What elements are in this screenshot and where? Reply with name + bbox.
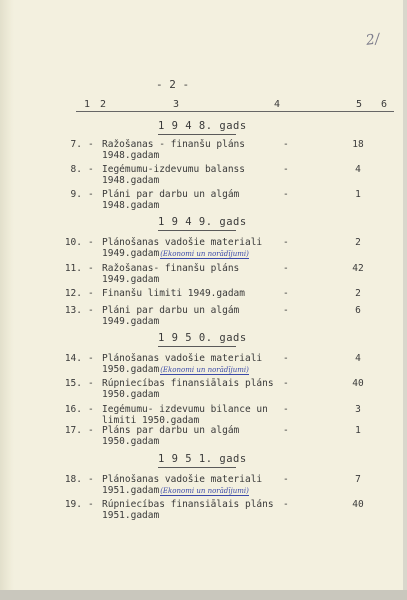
item-count: 42 — [352, 263, 364, 274]
list-item — [0, 378, 407, 402]
item-count: 1 — [355, 189, 361, 200]
item-dash: - — [88, 189, 94, 200]
column-header-5: 5 — [356, 99, 363, 110]
item-count: 1 — [355, 425, 361, 436]
item-count: 3 — [355, 404, 361, 415]
item-title-continued — [102, 389, 159, 400]
item-dash: - — [88, 263, 94, 274]
item-title-continued — [102, 175, 159, 186]
list-item — [0, 305, 407, 329]
item-title-continued — [102, 364, 249, 376]
header-rule — [76, 111, 394, 112]
item-number: 8. — [70, 164, 82, 175]
list-item — [0, 474, 407, 498]
item-count: 7 — [355, 474, 361, 485]
page-number: - 2 - — [156, 78, 190, 91]
item-column4-dash: - — [283, 404, 289, 415]
item-number: 16. — [64, 404, 82, 415]
item-column4-dash: - — [283, 499, 289, 510]
list-item — [0, 263, 407, 287]
item-column4-dash: - — [283, 139, 289, 150]
item-column4-dash: - — [283, 305, 289, 316]
list-item — [0, 139, 407, 163]
column-header-6: 6 — [381, 99, 388, 110]
item-year-text: 1949.gadam — [102, 316, 160, 327]
list-item — [0, 189, 407, 213]
column-header-3: 3 — [173, 99, 180, 110]
handwritten-page-mark: 2/ — [364, 31, 381, 49]
item-year-text: 1951.gadam — [102, 510, 160, 521]
item-title: Pláni par darbu un algám — [102, 189, 240, 200]
year-heading: 1 9 4 9. gads — [158, 216, 247, 228]
item-title: Plánošanas vadošie materiali — [102, 474, 263, 485]
item-number: 19. — [64, 499, 82, 510]
item-year-text: 1949.gadam — [102, 274, 160, 285]
item-dash: - — [88, 139, 94, 150]
item-title: Finanšu limiti 1949.gadam — [102, 288, 245, 299]
item-year-text: 1948.gadam — [102, 150, 160, 161]
item-column4-dash: - — [283, 378, 289, 389]
item-column4-dash: - — [283, 237, 289, 248]
item-count: 18 — [352, 139, 364, 150]
list-item — [0, 237, 407, 261]
item-title: Pláni par darbu un algám — [102, 305, 240, 316]
item-title: Rúpniecíbas finansiālais pláns — [102, 499, 274, 510]
item-count: 4 — [355, 353, 361, 364]
item-title-continued — [102, 274, 159, 285]
item-title: Plánošanas vadošie materiali — [102, 353, 263, 364]
item-count: 4 — [355, 164, 361, 175]
handwritten-note: (Ekonomi un norādījumi) — [160, 250, 249, 258]
item-column4-dash: - — [283, 474, 289, 485]
item-year-text: 1950.gadam — [102, 389, 160, 400]
item-year-text: 1948.gadam — [102, 200, 160, 211]
item-number: 13. — [64, 305, 82, 316]
item-number: 11. — [64, 263, 82, 274]
item-dash: - — [88, 425, 94, 436]
item-dash: - — [88, 474, 94, 485]
item-year-text: limiti 1950.gadam — [102, 415, 200, 426]
item-title-continued — [102, 150, 159, 161]
item-column4-dash: - — [283, 164, 289, 175]
item-title: Iegémumu-izdevumu balanss — [102, 164, 245, 175]
item-number: 7. — [70, 139, 82, 150]
item-dash: - — [88, 404, 94, 415]
item-column4-dash: - — [283, 288, 289, 299]
year-heading: 1 9 4 8. gads — [158, 120, 247, 132]
year-heading-underline — [158, 467, 236, 468]
item-column4-dash: - — [283, 189, 289, 200]
item-number: 12. — [64, 288, 82, 299]
item-number: 17. — [64, 425, 82, 436]
handwritten-note: (Ekonomi un norādījumi) — [160, 366, 249, 374]
item-count: 6 — [355, 305, 361, 316]
item-title-continued — [102, 200, 159, 211]
item-title: Iegémumu- izdevumu bilance un — [102, 404, 268, 415]
year-heading: 1 9 5 1. gads — [158, 453, 247, 465]
item-dash: - — [88, 378, 94, 389]
page-edge-bottom — [0, 590, 407, 600]
item-year-text: 1948.gadam — [102, 175, 160, 186]
list-item — [0, 164, 407, 188]
list-item — [0, 425, 407, 449]
item-dash: - — [88, 237, 94, 248]
item-title: Ražošanas- finanšu pláns — [102, 263, 240, 274]
year-heading-underline — [158, 346, 236, 347]
item-year-text: 1950.gadam — [102, 364, 160, 375]
item-title: Plánošanas vadošie materiali — [102, 237, 263, 248]
item-column4-dash: - — [283, 353, 289, 364]
item-title-continued — [102, 510, 159, 521]
item-dash: - — [88, 164, 94, 175]
item-dash: - — [88, 353, 94, 364]
item-year-text: 1949.gadam — [102, 248, 160, 259]
item-count: 40 — [352, 499, 364, 510]
item-title: Rúpniecíbas finansiālais pláns — [102, 378, 274, 389]
column-header-1: 1 — [84, 99, 91, 110]
item-number: 15. — [64, 378, 82, 389]
item-title: Ražošanas - finanšu pláns — [102, 139, 245, 150]
item-title-continued — [102, 316, 159, 327]
item-title: Pláns par darbu un algám — [102, 425, 240, 436]
item-title-continued — [102, 248, 249, 260]
item-dash: - — [88, 305, 94, 316]
item-column4-dash: - — [283, 425, 289, 436]
item-number: 9. — [70, 189, 82, 200]
item-year-text: 1950.gadam — [102, 436, 160, 447]
item-number: 18. — [64, 474, 82, 485]
item-year-text: 1951.gadam — [102, 485, 160, 496]
year-heading: 1 9 5 0. gads — [158, 332, 247, 344]
list-item — [0, 353, 407, 377]
item-count: 2 — [355, 237, 361, 248]
item-number: 14. — [64, 353, 82, 364]
item-number: 10. — [64, 237, 82, 248]
item-count: 40 — [352, 378, 364, 389]
item-column4-dash: - — [283, 263, 289, 274]
list-item — [0, 499, 407, 523]
year-heading-underline — [158, 230, 236, 231]
item-dash: - — [88, 288, 94, 299]
year-heading-underline — [158, 134, 236, 135]
column-header-2: 2 — [100, 99, 107, 110]
handwritten-note: (Ekonomi un norādījumi) — [160, 487, 249, 495]
item-count: 2 — [355, 288, 361, 299]
item-title-continued — [102, 485, 249, 497]
item-dash: - — [88, 499, 94, 510]
column-header-4: 4 — [274, 99, 281, 110]
item-title-continued — [102, 436, 159, 447]
